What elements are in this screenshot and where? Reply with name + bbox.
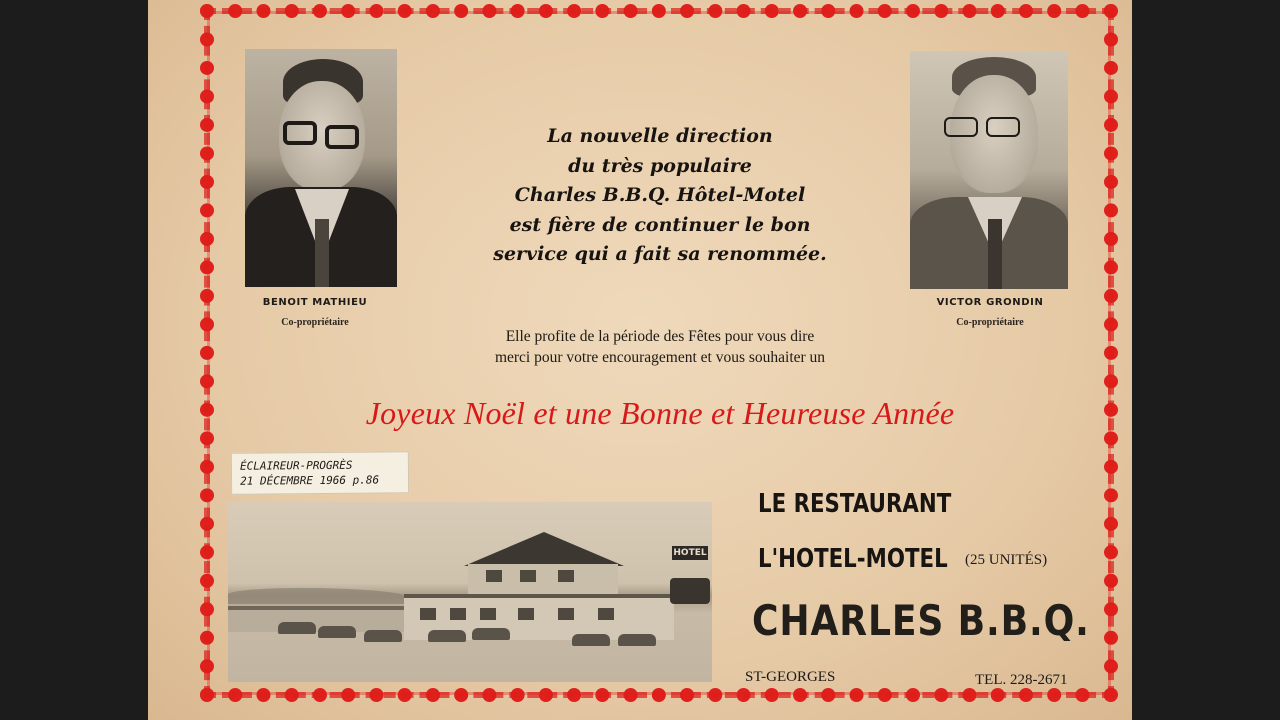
headline-line: La nouvelle direction xyxy=(547,125,773,147)
headline-line: Charles B.B.Q. Hôtel-Motel xyxy=(514,184,806,206)
headline-line: service qui a fait sa renommée. xyxy=(493,243,827,265)
headline-script xyxy=(440,122,880,270)
body-line: merci pour votre encouragement et vous souhaiter un xyxy=(494,349,826,366)
headline-line: du très populaire xyxy=(568,154,752,177)
footer-phone: TEL. 228-2671 xyxy=(975,672,1068,688)
business-units: (25 UNITÉS) xyxy=(965,552,1048,568)
hotel-sign: HOTEL xyxy=(673,548,707,558)
portrait-photo-victor-grondin xyxy=(910,51,1068,289)
portrait-role-left: Co-propriétaire xyxy=(281,317,349,328)
footer-city: ST-GEORGES xyxy=(745,669,836,685)
note-line: ÉCLAIREUR-PROGRÈS xyxy=(239,458,353,473)
business-hotel-motel: L'HOTEL-MOTEL xyxy=(758,544,948,574)
headline-line: est fière de continuer le bon xyxy=(509,213,811,236)
portrait-name-right: VICTOR GRONDIN xyxy=(936,297,1044,308)
portrait-photo-benoit-mathieu xyxy=(245,49,397,287)
business-name: CHARLES B.B.Q. xyxy=(752,596,1090,645)
body-paragraph xyxy=(420,326,900,368)
note-line: 21 DÉCEMBRE 1966 p.86 xyxy=(240,473,380,488)
business-restaurant: LE RESTAURANT xyxy=(758,489,952,519)
body-line: Elle profite de la période des Fêtes pour vous dire xyxy=(505,328,815,345)
charles-sign xyxy=(670,578,710,604)
motel-photograph xyxy=(228,502,712,682)
handwritten-source-note xyxy=(231,451,409,495)
portrait-role-right: Co-propriétaire xyxy=(956,317,1024,328)
portrait-name-left: BENOIT MATHIEU xyxy=(262,297,368,308)
holiday-greeting: Joyeux Noël et une Bonne et Heureuse Année xyxy=(365,395,955,431)
